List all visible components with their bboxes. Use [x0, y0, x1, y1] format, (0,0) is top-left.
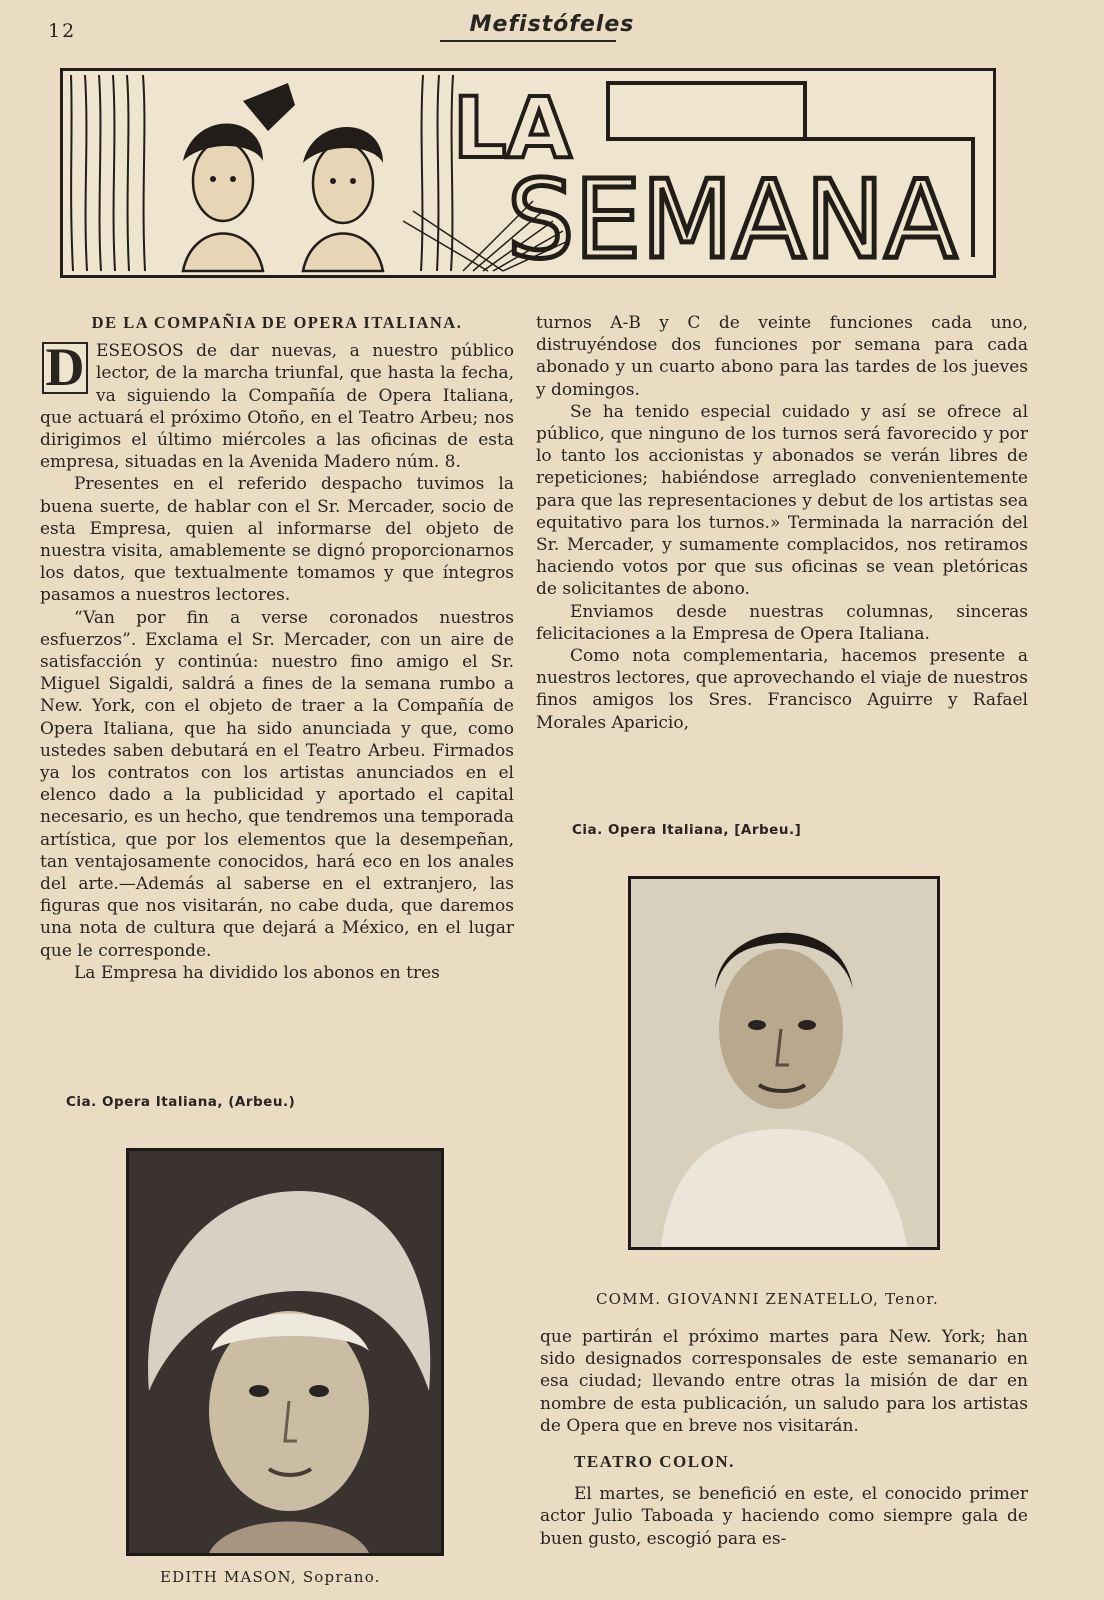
article-paragraph-10: El martes, se benefició en este, el conocido primer actor Julio Taboada y haciendo como siempre gala de buen gusto, escogió para es-: [540, 1484, 1028, 1549]
right-photo-caption: COMM. GIOVANNI ZENATELLO, Tenor.: [596, 1290, 939, 1308]
article-paragraph-5: turnos A-B y C de veinte funciones cada uno, distruyéndose dos funciones por semana para cada abonado y un cuarto abono para las tardes de los jueves y domingos.: [536, 313, 1028, 400]
article-paragraph-3: “Van por fin a verse coronados nuestros esfuerzos”. Exclama el Sr. Mercader, con un aire de satisfacción y continúa: nuestro fino amigo el Sr. Miguel Sigaldi, saldrá a fines de la semana rumbo a New. York, con el objeto de traer a la Compañía de Opera Italiana, que ha sido anunciada y que, como ustedes saben debutará en el Teatro Arbeu. Firmados ya los contratos con los artistas anunciados en el elenco dado a la publicidad y aportado el capital necesario, es un hecho, que tendremos una temporada artística, que por los elementos que la desempeñan, tan ventajosamente conocidos, hará eco en los anales del arte.—Además al saberse en el extranjero, las figuras que nos visitarán, no cabe duda, que daremos una nota de cultura que dejará a México, en el lugar que le corresponde.: [40, 607, 514, 961]
running-head-rule: [440, 40, 616, 42]
mason-portrait: [129, 1151, 441, 1553]
article-paragraph-8: Como nota complementaria, hacemos presente a nuestros lectores, que aprovechando el viaje de nuestros finos amigos los Sres. Francisco Aguirre y Rafael Morales Aparicio,: [536, 646, 1028, 733]
article-paragraph-7: Enviamos desde nuestras columnas, sinceras felicitaciones a la Empresa de Opera Italiana.: [536, 601, 1028, 644]
page-number: 12: [48, 20, 77, 42]
article-paragraph-4: La Empresa ha dividido los abonos en tres: [74, 962, 440, 983]
right-column-lower: [540, 1326, 1028, 1550]
left-column: [40, 312, 514, 984]
article-paragraph-6: Se ha tenido especial cuidado y así se ofrece al público, que ninguno de los turnos será favorecido y por lo tanto los accionistas y abonados se verán libres de repeticiones; habiéndose arreglado convenientemente para que las representaciones y debut de los artistas sea equitativo para los turnos.» Terminada la narración del Sr. Mercader, y sumamente complacidos, nos retiramos haciendo votos por que sus oficinas se vean pletóricas de solicitantes de abono.: [536, 401, 1028, 600]
right-column: [536, 312, 1028, 734]
article-heading: DE LA COMPAÑIA DE OPERA ITALIANA.: [91, 313, 463, 332]
masthead: [60, 68, 996, 278]
drop-cap: D: [42, 342, 88, 394]
masthead-title-line2: SEMANA: [507, 158, 957, 275]
left-photo-caption: EDITH MASON, Soprano.: [160, 1568, 381, 1586]
masthead-illustration: [63, 71, 993, 275]
article-paragraph-1: ESEOSOS de dar nuevas, a nuestro público lector, de la marcha triunfal, que hasta la fecha, va siguiendo la Compañía de Opera Italiana, que actuará el próximo Otoño, en el Teatro Arbeu; nos dirigimos el último miércoles a las oficinas de esta empresa, situadas en la Avenida Madero núm. 8.: [40, 341, 514, 473]
masthead-title-line1: LA: [453, 79, 572, 177]
zenatello-portrait: [631, 879, 937, 1247]
right-photo-credit: Cia. Opera Italiana, [Arbeu.]: [572, 822, 802, 838]
teatro-colon-heading: TEATRO COLON.: [574, 1452, 735, 1472]
running-head: Mefistófeles: [469, 12, 635, 37]
left-photo-credit: Cia. Opera Italiana, (Arbeu.): [66, 1094, 296, 1110]
zenatello-photo: [628, 876, 940, 1250]
article-paragraph-2: Presentes en el referido despacho tuvimos la buena suerte, de hablar con el Sr. Mercader, socio de esta Empresa, quien al informarse del objeto de nuestra visita, amablemente se dignó proporcionarnos los datos, que textualmente tomamos y que íntegros pasamos a nuestros lectores.: [40, 474, 514, 606]
mason-photo: [126, 1148, 444, 1556]
article-paragraph-9: que partirán el próximo martes para New. York; han sido designados corresponsales de este semanario en esa ciudad; llevando entre otras la misión de dar en nombre de esta publicación, un saludo para los artistas de Opera que en breve nos visitarán.: [540, 1327, 1028, 1436]
